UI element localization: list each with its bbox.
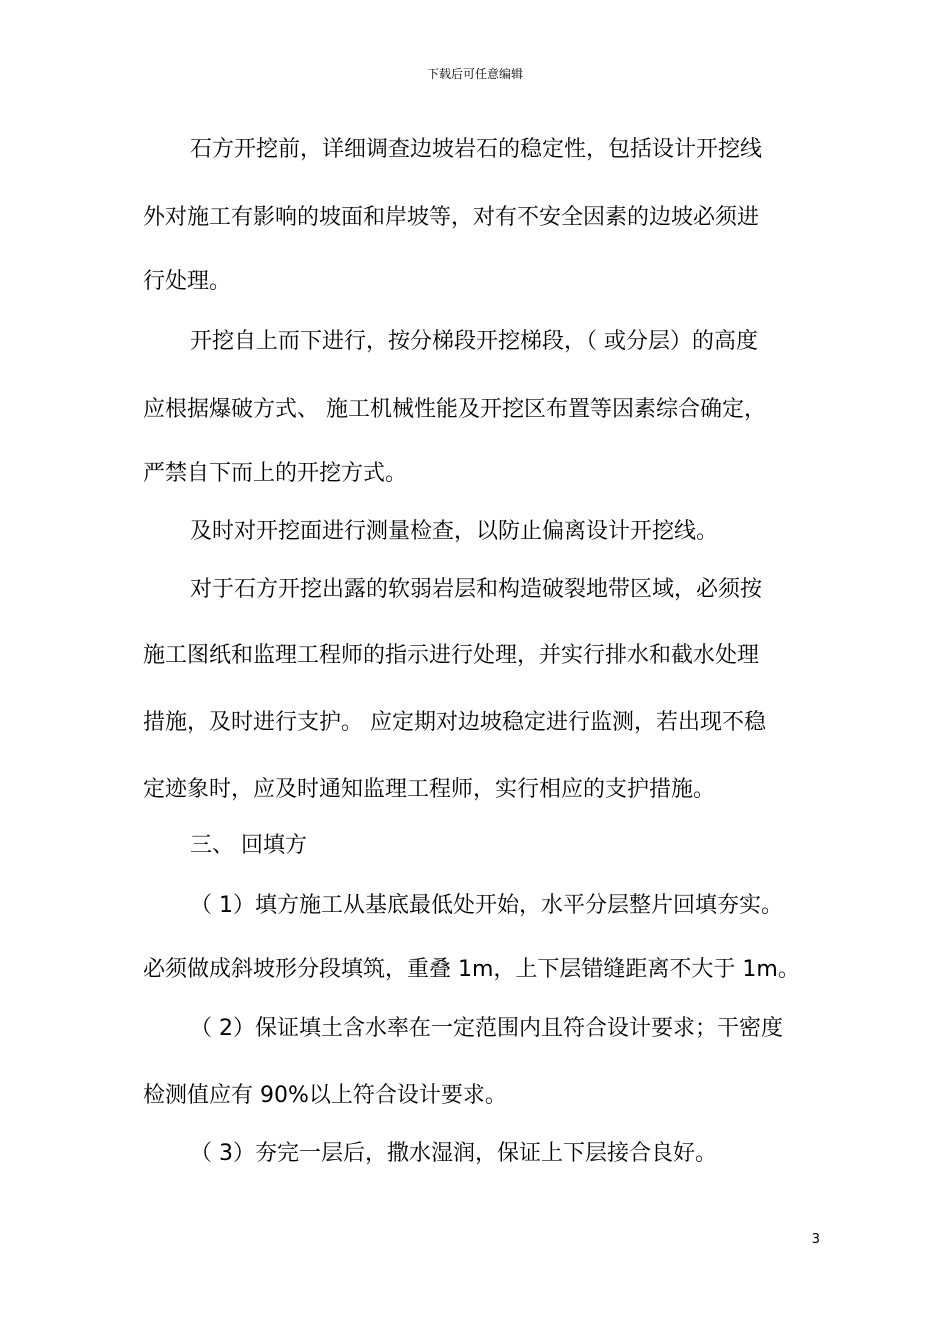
text-line: 外对施工有影响的坡面和岸坡等，对有不安全因素的边坡必须进 — [143, 205, 760, 230]
text-line: （ 2）保证填土含水率在一定范围内且符合设计要求；干密度 — [190, 1016, 783, 1041]
text-line: （ 3）夯完一层后，撒水湿润，保证上下层接合良好。 — [190, 1141, 717, 1166]
text-line: 施工图纸和监理工程师的指示进行处理，并实行排水和截水处理 — [143, 643, 760, 668]
text-line: 及时对开挖面进行测量检查，以防止偏离设计开挖线。 — [190, 519, 719, 544]
text-line: 应根据爆破方式、 施工机械性能及开挖区布置等因素综合确定， — [143, 397, 766, 422]
section-heading: 三、 回填方 — [190, 833, 307, 858]
text-line: 措施，及时进行支护。 应定期对边坡稳定进行监测，若出现不稳 — [143, 710, 766, 735]
text-line: （ 1）填方施工从基底最低处开始，水平分层整片回填夯实。 — [190, 893, 783, 918]
text-line: 行处理。 — [143, 269, 232, 294]
text-line: 严禁自下而上的开挖方式。 — [143, 461, 408, 486]
text-line: 对于石方开挖出露的软弱岩层和构造破裂地带区域，必须按 — [190, 577, 763, 602]
page-header: 下载后可任意编辑 — [426, 67, 523, 81]
text-line: 必须做成斜坡形分段填筑，重叠 1m，上下层错缝距离不大于 1m。 — [143, 957, 800, 982]
text-line: 开挖自上而下进行，按分梯段开挖梯段，（ 或分层）的高度 — [190, 329, 758, 354]
page-number: 3 — [811, 1232, 820, 1247]
text-line: 石方开挖前，详细调查边坡岩石的稳定性，包括设计开挖线 — [190, 137, 763, 162]
text-line: 定迹象时，应及时通知监理工程师，实行相应的支护措施。 — [143, 777, 716, 802]
text-line: 检测值应有 90%以上符合设计要求。 — [143, 1083, 507, 1108]
